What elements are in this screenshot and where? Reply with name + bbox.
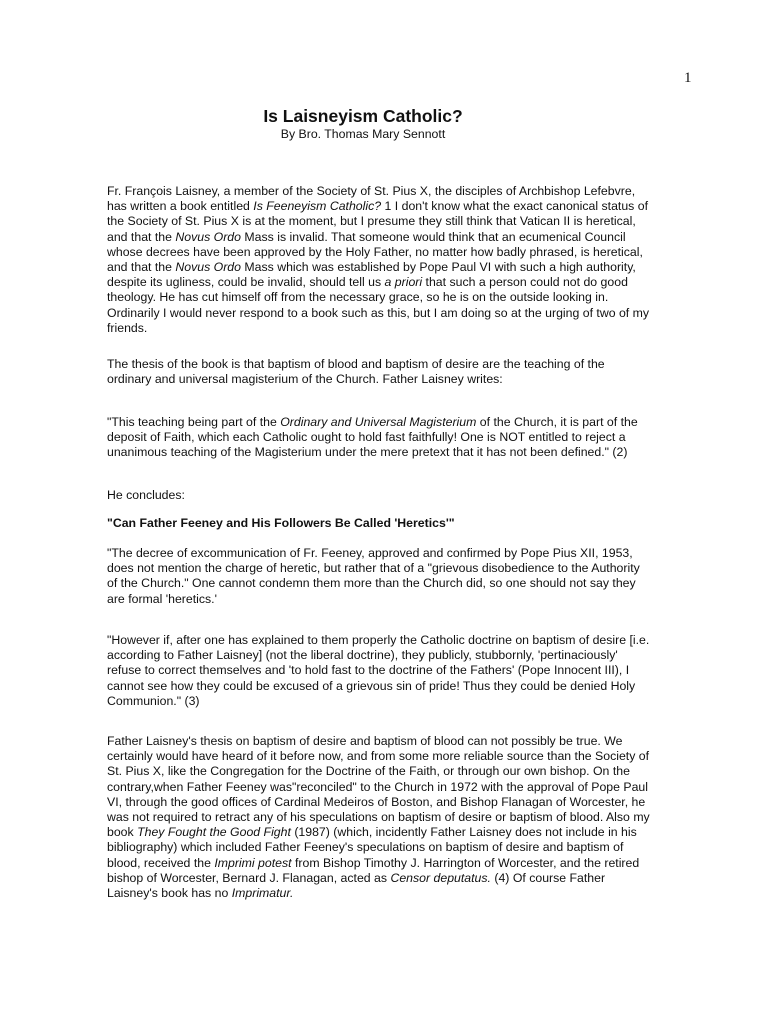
- italic-text: Ordinary and Universal Magisterium: [280, 415, 477, 429]
- text-run: "However if, after one has explained to them properly the Catholic doctrine on baptism of desire [i.e.: [107, 633, 650, 647]
- text-line: [107, 184, 677, 199]
- text-run: theology. He has cut himself off from the necessary grace, so he is on the outside looking in.: [107, 290, 609, 305]
- text-line: [107, 694, 677, 709]
- quote-heading: [107, 516, 677, 531]
- text-line: [107, 633, 677, 648]
- text-run: 1 I don't know what the exact canonical status of: [381, 199, 648, 214]
- text-run: according to Father Laisney] (not the liberal doctrine), they publicly, stubbornly, 'pertinaciously': [107, 648, 618, 663]
- text-run: blood, received the: [107, 855, 215, 870]
- text-run: The thesis of the book is that baptism of blood and baptism of desire are the teaching of the: [107, 357, 605, 371]
- text-line: [107, 840, 677, 855]
- quote-magisterium: [107, 415, 677, 461]
- text-run: that such a person could not do good: [422, 275, 628, 290]
- text-line: [107, 430, 677, 445]
- italic-text: Imprimi potest: [214, 855, 292, 870]
- text-run: "The decree of excommunication of Fr. Feeney, approved and confirmed by Pope Pius XII, 1953,: [107, 546, 633, 560]
- text-line: [107, 561, 677, 576]
- text-run: of the Church." One cannot condemn them more than the Church did, so one should not say they: [107, 576, 636, 591]
- text-run: refuse to correct themselves and 'to hold fast to the doctrine of the Fathers' (Pope Innocent III), I: [107, 663, 630, 678]
- text-line: [107, 592, 677, 607]
- paragraph-concludes: [107, 488, 677, 503]
- text-run: bibliography) which included Father Feeney's speculations on baptism of desire and baptism of: [107, 840, 624, 855]
- text-run: friends.: [107, 320, 148, 335]
- text-run: was not required to retract any of his speculations on baptism of desire or baptism of blood. Also my: [107, 810, 650, 825]
- text-line: [107, 886, 677, 901]
- page-number: 1: [684, 70, 692, 86]
- quote-however: [107, 633, 677, 709]
- text-run: Ordinarily I would never respond to a book such as this, but I am doing so at the urging of two of my: [107, 305, 650, 320]
- text-run: Mass which was established by Pope Paul VI with such a high authority,: [241, 260, 636, 275]
- text-run: ordinary and universal magisterium of the Church. Father Laisney writes:: [107, 372, 503, 387]
- text-line: [107, 357, 677, 372]
- text-line: [107, 290, 677, 305]
- text-line: [107, 372, 677, 387]
- text-line: [107, 488, 677, 503]
- text-line: [107, 780, 677, 795]
- text-run: St. Pius X, like the Congregation for the Doctrine of the Faith, or through our own bishop. On the: [107, 764, 630, 779]
- text-run: and that the: [107, 229, 176, 244]
- text-line: [107, 856, 677, 871]
- italic-text: Novus Ordo: [175, 229, 241, 244]
- text-line: [107, 679, 677, 694]
- text-line: [107, 306, 677, 321]
- text-line: [107, 230, 677, 245]
- quote-excommunication: [107, 546, 677, 607]
- text-line: [107, 546, 677, 561]
- text-line: [107, 663, 677, 678]
- italic-text: Is Feeneyism Catholic?: [253, 199, 382, 214]
- text-run: Father Laisney's thesis on baptism of desire and baptism of blood can not possibly be true. We: [107, 734, 623, 748]
- text-run: unanimous teaching of the Magisterium under the mere pretext that it has not been defined." (2): [107, 445, 628, 460]
- text-run: certainly would have heard of it before now, and from some more reliable source than the Society of: [107, 749, 650, 764]
- text-run: Mass is invalid. That someone would think that an ecumenical Council: [241, 229, 626, 244]
- document-author: By Bro. Thomas Mary Sennott: [280, 127, 446, 141]
- text-line: [107, 275, 677, 290]
- document-title: Is Laisneyism Catholic?: [263, 106, 463, 126]
- text-line: [107, 415, 677, 430]
- text-line: [107, 764, 677, 779]
- text-line: [107, 749, 677, 764]
- text-line: [107, 321, 677, 336]
- text-run: cannot see how they could be excused of a grievous sin of pride! Thus they could be denied Holy: [107, 678, 636, 693]
- paragraph-thesis: [107, 357, 677, 387]
- text-run: Fr. François Laisney, a member of the Society of St. Pius X, the disciples of Archbishop Lefebvre,: [107, 184, 636, 198]
- text-line: [107, 795, 677, 810]
- text-run: book: [107, 825, 138, 840]
- paragraph-rebuttal: [107, 734, 677, 901]
- text-run: despite its ugliness, could be invalid, should tell us: [107, 275, 385, 290]
- italic-text: They Fought the Good Fight: [137, 825, 291, 840]
- text-line: [107, 810, 677, 825]
- text-run: and that the: [107, 260, 176, 275]
- text-run: VI, through the good offices of Cardinal Medeiros of Boston, and Bishop Flanagan of Worcester, he: [107, 794, 646, 809]
- text-run: bishop of Worcester, Bernard J. Flanagan, acted as: [107, 870, 391, 885]
- text-run: "Can Father Feeney and His Followers Be Called 'Heretics'": [107, 516, 455, 530]
- text-run: from Bishop Timothy J. Harrington of Worcester, and the retired: [291, 855, 640, 870]
- text-run: He concludes:: [107, 488, 185, 502]
- text-run: whose decrees have been approved by the Holy Father, no matter how badly phrased, is heretical,: [107, 244, 643, 259]
- text-line: [107, 199, 677, 214]
- italic-text: Censor deputatus.: [390, 870, 491, 885]
- text-line: [107, 871, 677, 886]
- text-line: [107, 445, 677, 460]
- text-line: [107, 516, 677, 531]
- text-line: [107, 825, 677, 840]
- text-line: [107, 648, 677, 663]
- text-run: (1987) (which, incidently Father Laisney does not include in his: [290, 825, 637, 840]
- text-run: has written a book entitled: [107, 199, 254, 214]
- italic-text: a priori: [384, 275, 423, 290]
- italic-text: Novus Ordo: [175, 260, 241, 275]
- text-line: [107, 734, 677, 749]
- text-line: [107, 214, 677, 229]
- paragraph-intro: [107, 184, 677, 336]
- text-run: deposit of Faith, which each Catholic ought to hold fast faithfully! One is NOT entitled to reject a: [107, 430, 626, 445]
- text-run: does not mention the charge of heretic, but rather that of a "grievous disobedience to the Authority: [107, 561, 640, 576]
- text-run: are formal 'heretics.': [107, 591, 217, 606]
- text-line: [107, 260, 677, 275]
- text-line: [107, 245, 677, 260]
- text-run: of the Church, it is part of the: [476, 415, 638, 429]
- text-run: (4) Of course Father: [490, 870, 606, 885]
- text-run: Laisney's book has no: [107, 886, 232, 901]
- text-run: "This teaching being part of the: [107, 415, 281, 429]
- text-line: [107, 576, 677, 591]
- italic-text: Imprimatur.: [231, 886, 294, 901]
- text-run: Communion." (3): [107, 693, 200, 708]
- text-run: contrary,when Father Feeney was"reconciled" to the Church in 1972 with the approval of Pope Paul: [107, 779, 648, 794]
- text-run: the Society of St. Pius X is at the moment, but I presume they still think that Vatican II is heretical,: [107, 214, 636, 229]
